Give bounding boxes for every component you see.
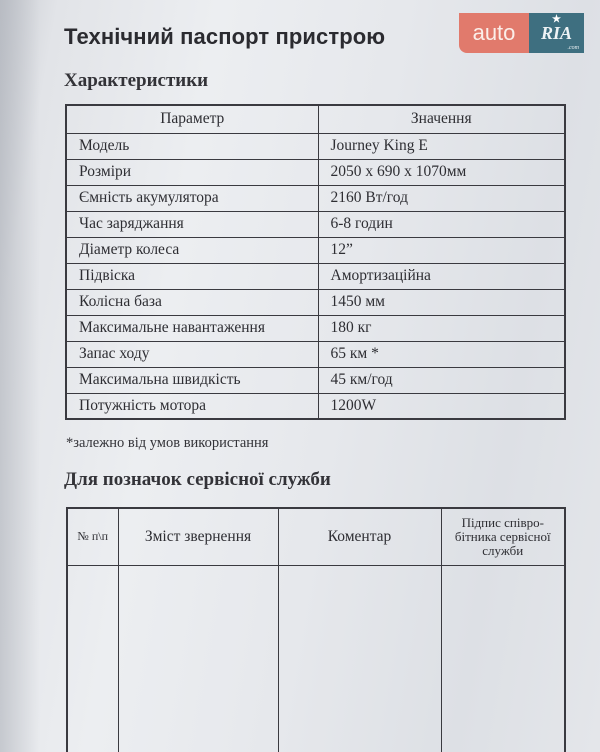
column-header-value: Значення: [318, 105, 565, 133]
table-row: [66, 263, 565, 289]
table-row: [66, 185, 565, 211]
param-cell: Колісна база: [66, 289, 318, 315]
table-row: [66, 133, 565, 159]
value-cell: 1450 мм: [318, 289, 565, 315]
star-icon: ★: [552, 14, 561, 25]
range-footnote: *залежно від умов використання: [66, 435, 269, 451]
value-cell: Амортизаційна: [318, 263, 565, 289]
param-cell: Максимальна швидкість: [66, 367, 318, 393]
table-row: [66, 367, 565, 393]
column-header-number: № п\п: [67, 508, 118, 565]
logo-ria-part: [529, 13, 584, 53]
comment-cell[interactable]: [278, 565, 441, 752]
table-row: [66, 341, 565, 367]
table-row: [66, 237, 565, 263]
value-cell: 2160 Вт/год: [318, 185, 565, 211]
param-cell: Максимальне навантаження: [66, 315, 318, 341]
table-row: [66, 159, 565, 185]
table-row: [66, 211, 565, 237]
column-header-signature: Підпис співро-бітника сервісної служби: [441, 508, 565, 565]
param-cell: Запас ходу: [66, 341, 318, 367]
specs-header-row: [66, 105, 565, 133]
param-cell: Ємність акумулятора: [66, 185, 318, 211]
value-cell: 12”: [318, 237, 565, 263]
logo-dotcom-text: .com: [567, 45, 579, 51]
signature-cell[interactable]: [441, 565, 565, 752]
param-cell: Потужність мотора: [66, 393, 318, 419]
logo-auto-part: auto: [459, 13, 529, 53]
column-header-parameter: Параметр: [66, 105, 318, 133]
service-log-table: [66, 507, 566, 752]
param-cell: Час заряджання: [66, 211, 318, 237]
table-row: [66, 315, 565, 341]
column-header-request: Зміст звернення: [118, 508, 278, 565]
page-title: Технічний паспорт пристрою: [64, 24, 386, 49]
value-cell: Journey King E: [318, 133, 565, 159]
service-heading: Для позначок сервісної служби: [64, 469, 331, 490]
request-cell[interactable]: [118, 565, 278, 752]
service-header-row: [67, 508, 565, 565]
table-row: [67, 565, 565, 752]
value-cell: 45 км/год: [318, 367, 565, 393]
number-cell[interactable]: [67, 565, 118, 752]
value-cell: 180 кг: [318, 315, 565, 341]
logo-ria-text: RIA: [540, 22, 573, 43]
table-row: [66, 393, 565, 419]
value-cell: 6-8 годин: [318, 211, 565, 237]
autoria-logo: [459, 13, 584, 53]
param-cell: Підвіска: [66, 263, 318, 289]
column-header-comment: Коментар: [278, 508, 441, 565]
param-cell: Діаметр колеса: [66, 237, 318, 263]
specs-heading: Характеристики: [64, 70, 209, 91]
value-cell: 1200W: [318, 393, 565, 419]
table-row: [66, 289, 565, 315]
value-cell: 2050 x 690 x 1070мм: [318, 159, 565, 185]
param-cell: Модель: [66, 133, 318, 159]
specs-table: [65, 104, 566, 420]
param-cell: Розміри: [66, 159, 318, 185]
paper-shadow: [0, 0, 40, 752]
value-cell: 65 км *: [318, 341, 565, 367]
